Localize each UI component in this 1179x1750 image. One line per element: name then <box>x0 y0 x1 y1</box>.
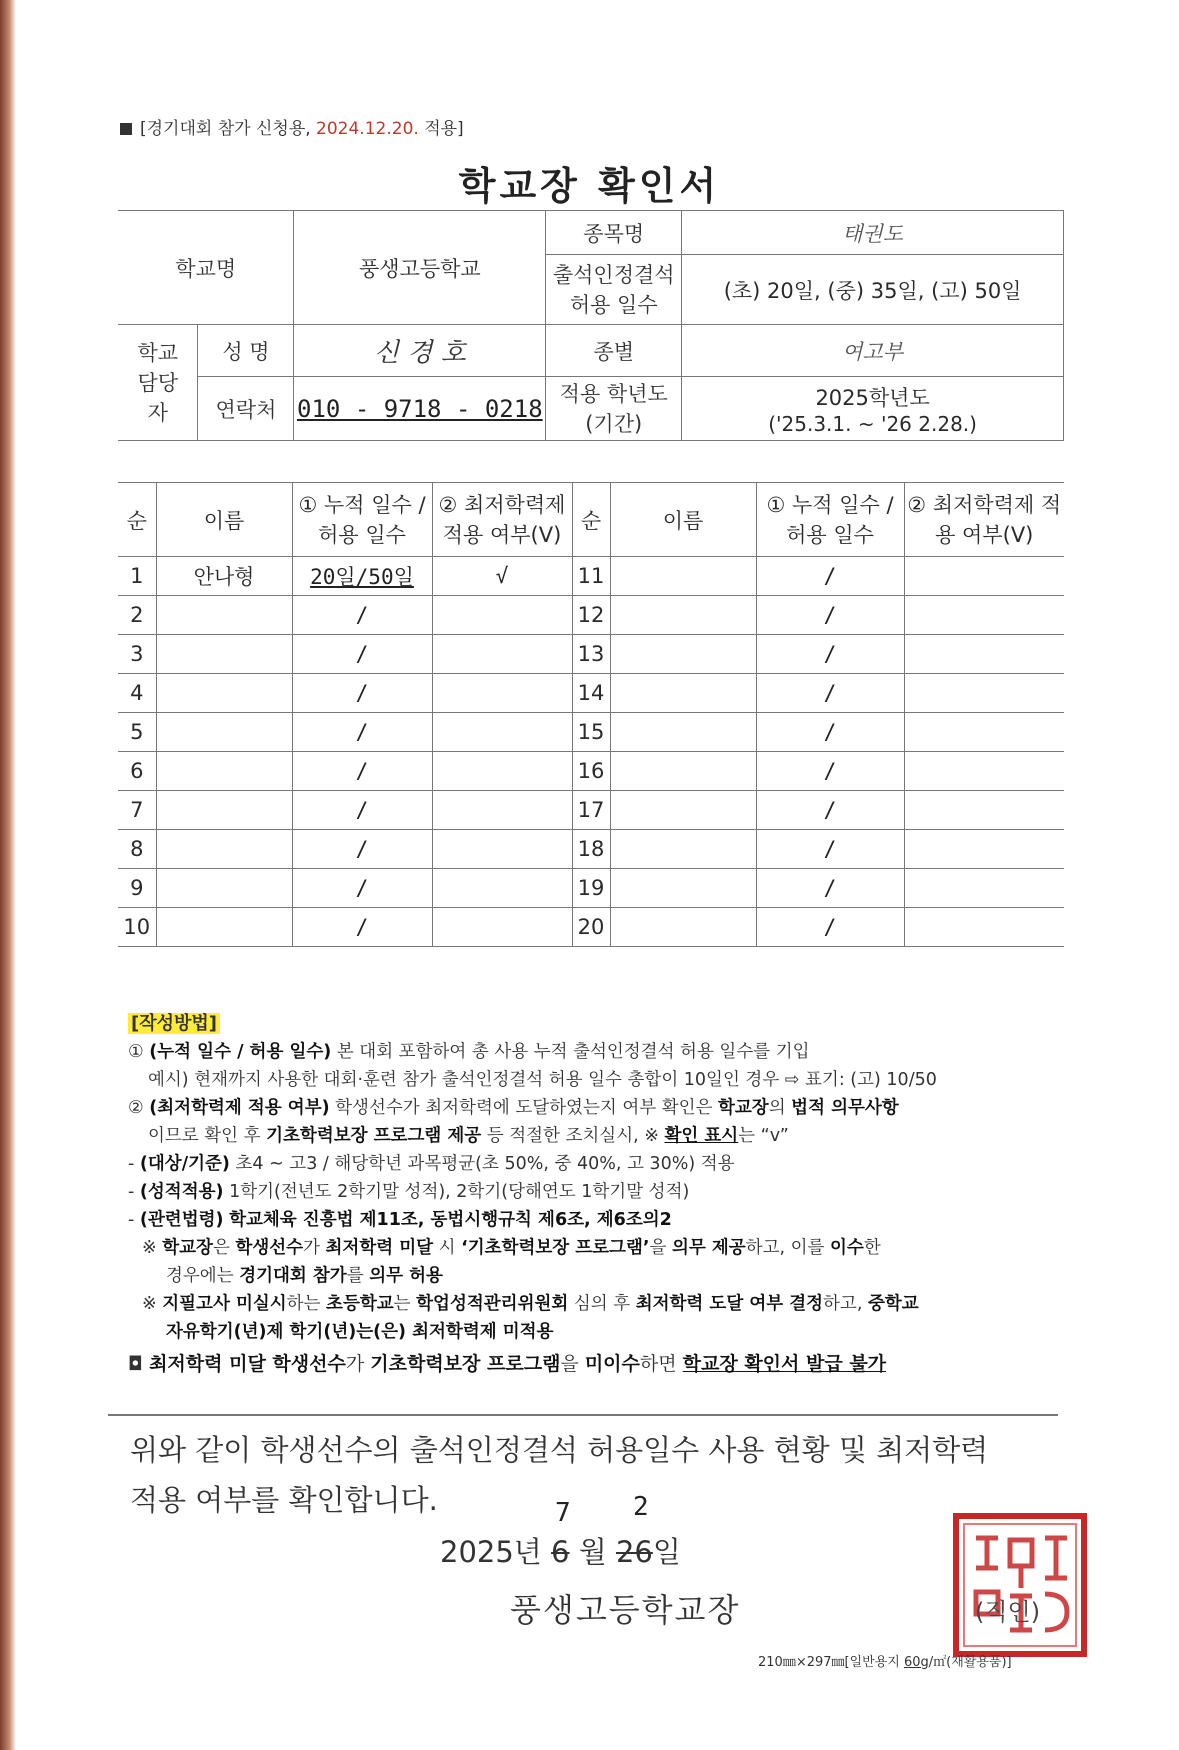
row-name <box>156 596 292 635</box>
row-name <box>156 713 292 752</box>
row-no: 8 <box>118 830 156 869</box>
col-no-header-right: 순 <box>572 483 610 557</box>
row-name-right <box>610 674 756 713</box>
closing-line-2: 적용 여부를 확인합니다. <box>130 1483 438 1517</box>
principal-title: 풍생고등학교장 <box>510 1591 741 1629</box>
student-list-table <box>118 482 1064 947</box>
row-no: 4 <box>118 674 156 713</box>
guide-line-3: ② (최저학력제 적용 여부) 학생선수가 최저학력에 도달하였는지 여부 확인은 학교장의 법적 의무사항 <box>128 1098 899 1118</box>
student-list-body <box>118 557 1064 947</box>
row-no-right: 18 <box>572 830 610 869</box>
row-no-right: 13 <box>572 635 610 674</box>
row-min-right <box>904 830 1064 869</box>
table-row <box>118 830 1064 869</box>
row-name <box>156 869 292 908</box>
closing-line-1: 위와 같이 학생선수의 출석인정결석 허용일수 사용 현황 및 최저학력 <box>130 1433 989 1467</box>
row-days: / <box>292 908 432 947</box>
table-row <box>118 869 1064 908</box>
row-no-right: 12 <box>572 596 610 635</box>
row-min-check <box>432 713 572 752</box>
row-days-right: / <box>756 830 904 869</box>
table-row <box>118 557 1064 596</box>
guide-line-12: ◘ 최저학력 미달 학생선수가 기초학력보장 프로그램을 미이수하면 학교장 확인서 발급 불가 <box>128 1353 887 1375</box>
row-name-right <box>610 908 756 947</box>
row-days-right: / <box>756 713 904 752</box>
apply-year-value: 2025학년도 <box>815 385 930 410</box>
guide-line-2: 예시) 현재까지 사용한 대회·훈련 참가 출석인정결석 허용 일수 총합이 10일인 경우 ⇨ 표기: (고) 10/50 <box>148 1070 937 1090</box>
table-row <box>118 674 1064 713</box>
row-name <box>156 830 292 869</box>
allowed-days-label: 출석인정결석 허용 일수 <box>546 255 682 325</box>
apply-year-cell <box>682 377 1064 441</box>
row-min-check <box>432 830 572 869</box>
seal-label: (직인) <box>975 1598 1041 1626</box>
row-name-right <box>610 557 756 596</box>
row-min-right <box>904 791 1064 830</box>
row-days-right: / <box>756 557 904 596</box>
row-name <box>156 752 292 791</box>
school-name-label: 학교명 <box>118 211 294 325</box>
row-min-check <box>432 791 572 830</box>
row-no: 7 <box>118 791 156 830</box>
row-min-check: √ <box>432 557 572 596</box>
guide-line-11: 자유학기(년)제 학기(년)는(은) 최저학력제 미적용 <box>166 1322 554 1342</box>
contact-phone-label: 연락처 <box>198 377 294 441</box>
table-row <box>118 596 1064 635</box>
row-days-right: / <box>756 791 904 830</box>
guide-line-4: 이므로 확인 후 기초학력보장 프로그램 제공 등 적절한 조치실시, ※ 확인 표시는 “v” <box>148 1126 789 1146</box>
row-no-right: 15 <box>572 713 610 752</box>
row-name <box>156 635 292 674</box>
document-title: 학교장 확인서 <box>458 164 721 208</box>
row-min-right <box>904 557 1064 596</box>
row-days-right: / <box>756 752 904 791</box>
row-min-right <box>904 752 1064 791</box>
row-name <box>156 908 292 947</box>
guide-line-6: - (성적적용) 1학기(전년도 2학기말 성적), 2학기(당해연도 1학기말 성적) <box>128 1182 690 1202</box>
row-min-right <box>904 635 1064 674</box>
row-no: 5 <box>118 713 156 752</box>
row-min-right <box>904 674 1064 713</box>
month-old: 6 <box>551 1535 570 1569</box>
official-seal-stamp <box>950 1510 1090 1660</box>
contact-phone-value: 010 - 9718 - 0218 <box>294 377 546 441</box>
contact-name-label: 성 명 <box>198 325 294 377</box>
col-days-header-right: ① 누적 일수 / 허용 일수 <box>756 483 904 557</box>
row-days: / <box>292 635 432 674</box>
row-days-right: / <box>756 674 904 713</box>
category-label: 종별 <box>546 325 682 377</box>
row-name-right <box>610 752 756 791</box>
guide-line-10: ※ 지필고사 미실시하는 초등학교는 학업성적관리위원회 심의 후 최저학력 도달 여부 결정하고, 중학교 <box>142 1294 919 1314</box>
row-min-right <box>904 713 1064 752</box>
form-header-note: [경기대회 참가 신청용, 2024.12.20. 적용] <box>120 114 464 139</box>
row-min-check <box>432 596 572 635</box>
table-row <box>118 752 1064 791</box>
guide-line-1: ① (누적 일수 / 허용 일수) 본 대회 포함하여 총 사용 누적 출석인정결석 허용 일수를 기입 <box>128 1042 810 1062</box>
row-no: 2 <box>118 596 156 635</box>
row-days: / <box>292 791 432 830</box>
row-days: / <box>292 830 432 869</box>
row-days: / <box>292 674 432 713</box>
contact-group-label: 학교 담당자 <box>118 325 198 441</box>
row-no: 6 <box>118 752 156 791</box>
day-correction: 2 <box>633 1492 649 1522</box>
col-min-header-right: ② 최저학력제 적용 여부(V) <box>904 483 1064 557</box>
guide-line-7: - (관련법령) 학교체육 진흥법 제11조, 동법시행규칙 제6조, 제6조의2 <box>128 1210 672 1230</box>
col-days-header: ① 누적 일수 / 허용 일수 <box>292 483 432 557</box>
row-min-check <box>432 674 572 713</box>
table-row <box>118 908 1064 947</box>
row-no: 9 <box>118 869 156 908</box>
row-days-right: / <box>756 869 904 908</box>
writing-guide-tag: [작성방법] <box>128 1013 220 1034</box>
row-no: 3 <box>118 635 156 674</box>
row-min-right <box>904 908 1064 947</box>
row-days: 20일/50일 <box>292 557 432 596</box>
row-no-right: 20 <box>572 908 610 947</box>
contact-name-value: 신 경 호 <box>294 325 546 377</box>
guide-line-5: - (대상/기준) 초4 ~ 고3 / 해당학년 과목평균(초 50%, 중 40%, 고 30%) 적용 <box>128 1154 735 1174</box>
col-name-header-right: 이름 <box>610 483 756 557</box>
allowed-days-value: (초) 20일, (중) 35일, (고) 50일 <box>682 255 1064 325</box>
row-no-right: 11 <box>572 557 610 596</box>
row-no: 10 <box>118 908 156 947</box>
row-days: / <box>292 713 432 752</box>
row-days-right: / <box>756 635 904 674</box>
row-name-right <box>610 713 756 752</box>
row-min-check <box>432 869 572 908</box>
row-days: / <box>292 596 432 635</box>
category-value: 여고부 <box>682 325 1064 377</box>
row-name-right <box>610 596 756 635</box>
row-no-right: 17 <box>572 791 610 830</box>
row-days-right: / <box>756 596 904 635</box>
row-no-right: 14 <box>572 674 610 713</box>
section-divider <box>108 1414 1058 1416</box>
month-correction: 7 <box>555 1498 571 1528</box>
writing-guide <box>128 1010 1068 1378</box>
row-min-right <box>904 596 1064 635</box>
sport-value: 태권도 <box>682 211 1064 255</box>
row-no-right: 19 <box>572 869 610 908</box>
apply-year-label: 적용 학년도 (기간) <box>546 377 682 441</box>
row-name-right <box>610 869 756 908</box>
row-days: / <box>292 869 432 908</box>
row-name: 안나형 <box>156 557 292 596</box>
row-min-check <box>432 908 572 947</box>
paper-spec-footer: 210㎜×297㎜[일반용지 60g/㎡(재활용품)] <box>758 1655 1012 1670</box>
row-no: 1 <box>118 557 156 596</box>
closing-statement <box>130 1425 1030 1525</box>
row-min-check <box>432 635 572 674</box>
table-row <box>118 713 1064 752</box>
row-name-right <box>610 791 756 830</box>
row-name-right <box>610 830 756 869</box>
square-bullet-icon <box>120 123 132 135</box>
day-old: 26 <box>615 1535 653 1569</box>
row-name-right <box>610 635 756 674</box>
row-days: / <box>292 752 432 791</box>
row-name <box>156 674 292 713</box>
col-name-header: 이름 <box>156 483 292 557</box>
page-edge-shadow <box>0 0 16 1750</box>
row-name <box>156 791 292 830</box>
school-name-value: 풍생고등학교 <box>294 211 546 325</box>
row-days-right: / <box>756 908 904 947</box>
guide-line-8: ※ 학교장은 학생선수가 최저학력 미달 시 ‘기초학력보장 프로그램’을 의무 제공하고, 이를 이수한 <box>142 1238 881 1258</box>
guide-line-9: 경우에는 경기대회 참가를 의무 허용 <box>166 1266 443 1286</box>
table-row <box>118 791 1064 830</box>
sport-label: 종목명 <box>546 211 682 255</box>
table-row <box>118 635 1064 674</box>
col-min-header: ② 최저학력제 적용 여부(V) <box>432 483 572 557</box>
header-date: 2024.12.20. <box>316 119 419 139</box>
row-min-check <box>432 752 572 791</box>
col-no-header: 순 <box>118 483 156 557</box>
apply-period-value: ('25.3.1. ~ '26 2.28.) <box>768 411 977 436</box>
row-no-right: 16 <box>572 752 610 791</box>
issue-date: 2025년 6 월 26일 <box>440 1535 681 1569</box>
school-info-table <box>118 210 1064 441</box>
row-min-right <box>904 869 1064 908</box>
